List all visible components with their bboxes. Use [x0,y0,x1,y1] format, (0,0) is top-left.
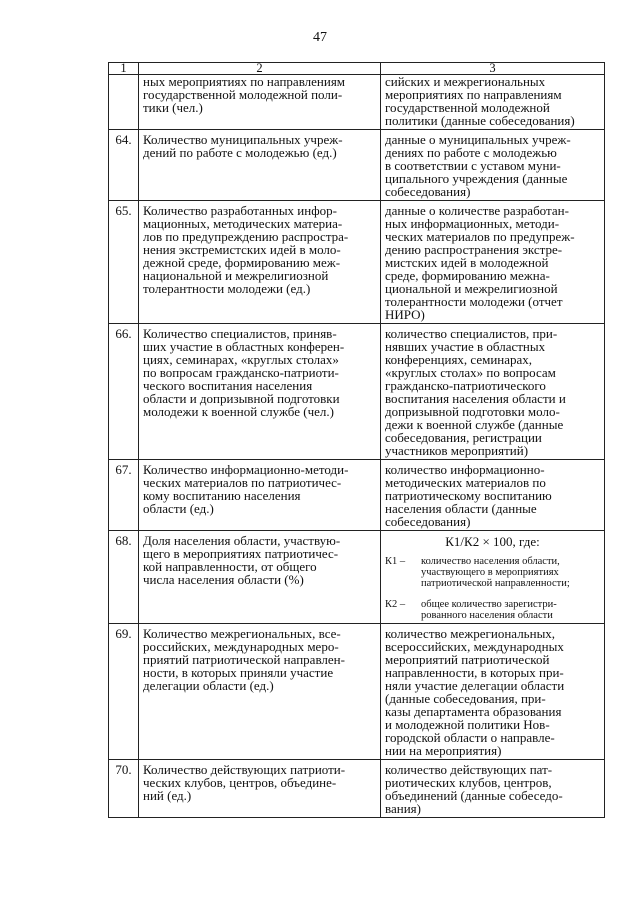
indicator-method: количество действующих пат- риотических клубов, центров, объединений (данные собеседо- вания) [381,760,605,818]
table-row [109,760,605,818]
table-row [109,130,605,201]
formula-description: общее количество зарегистри- рованного населения области [421,599,557,621]
formula-symbol: К1 – [385,556,406,567]
indicators-table [108,62,605,818]
formula-symbol: К2 – [385,599,406,610]
table-row [109,531,605,624]
indicator-method: количество информационно- методических материалов по патриотическому воспитанию населения области (данные собеседования) [381,460,605,531]
row-number: 65. [109,201,139,324]
indicator-method: количество специалистов, при- нявших участие в областных конференциях, семинарах, «круглых столах» по вопросам гражданско-патриотического воспитания населения области и допризывной подготовки моло- дежи к военной службе (данные собеседования, регистрации участников мероприятий) [381,324,605,460]
row-number [109,75,139,130]
row-number: 70. [109,760,139,818]
page-number: 47 [313,30,327,45]
indicator-name: Количество межрегиональных, все- российских, международных меро- приятий патриотической направлен- ности, в которых приняли участие делегации области (ед.) [139,624,381,760]
indicator-method: данные о муниципальных учреж- дениях по работе с молодежью в соответствии с уставом муни- ципального учреждения (данные собеседования) [381,130,605,201]
row-number: 67. [109,460,139,531]
indicator-name: Доля населения области, участвую- щего в мероприятиях патриотичес- кой направленности, от общего числа населения области (%) [139,531,381,624]
table-row [109,624,605,760]
indicator-method [381,531,605,624]
formula: К1/К2 × 100, где: [445,534,540,549]
row-number: 64. [109,130,139,201]
table-row [109,201,605,324]
formula-description: количество населения области, участвующего в мероприятиях патриотической направленности; [421,556,570,589]
row-number: 69. [109,624,139,760]
indicator-name: Количество разработанных инфор- мационных, методических материа- лов по предупреждению распростра- нения экстремистских идей в моло- дежной среде, формированию меж- национальной и межрелигиозной толерантности молодежи (ед.) [139,201,381,324]
table-row [109,324,605,460]
indicator-name: ных мероприятиях по направлениям государственной молодежной поли- тики (чел.) [139,75,381,130]
formula-definition [385,599,600,621]
indicator-name: Количество специалистов, приняв- ших участие в областных конферен- циях, семинарах, «круглых столах» по вопросам гражданско-патриоти- ческого воспитания населения области и допризывной подготовки молодежи к военной службе (чел.) [139,324,381,460]
indicator-name: Количество муниципальных учреж- дений по работе с молодежью (ед.) [139,130,381,201]
indicator-name: Количество действующих патриоти- ческих клубов, центров, объедине- ний (ед.) [139,760,381,818]
header-col-2: 2 [139,63,381,75]
row-number: 66. [109,324,139,460]
indicator-method: количество межрегиональных, всероссийских, международных мероприятий патриотической направленности, в которых при- няли участие делегации области (данные собеседования, при- казы департамента образования и молодежной политики Нов- городской области о направле- нии на мероприятия) [381,624,605,760]
row-number: 68. [109,531,139,624]
indicator-method: данные о количестве разработан- ных информационных, методи- ческих материалов по предупреж- дению распространения экстре- мистских идей в молодежной среде, формированию межна- циональной и межрелигиозной толерантности молодежи (отчет НИРО) [381,201,605,324]
formula-definition [385,556,600,589]
header-col-1: 1 [109,63,139,75]
continuation-row [109,75,605,130]
indicator-method: сийских и межрегиональных мероприятиях по направлениям государственной молодежной политики (данные собеседования) [381,75,605,130]
table-row [109,460,605,531]
indicator-name: Количество информационно-методи- ческих материалов по патриотичес- кому воспитанию населения области (ед.) [139,460,381,531]
header-row [109,63,605,75]
header-col-3: 3 [381,63,605,75]
